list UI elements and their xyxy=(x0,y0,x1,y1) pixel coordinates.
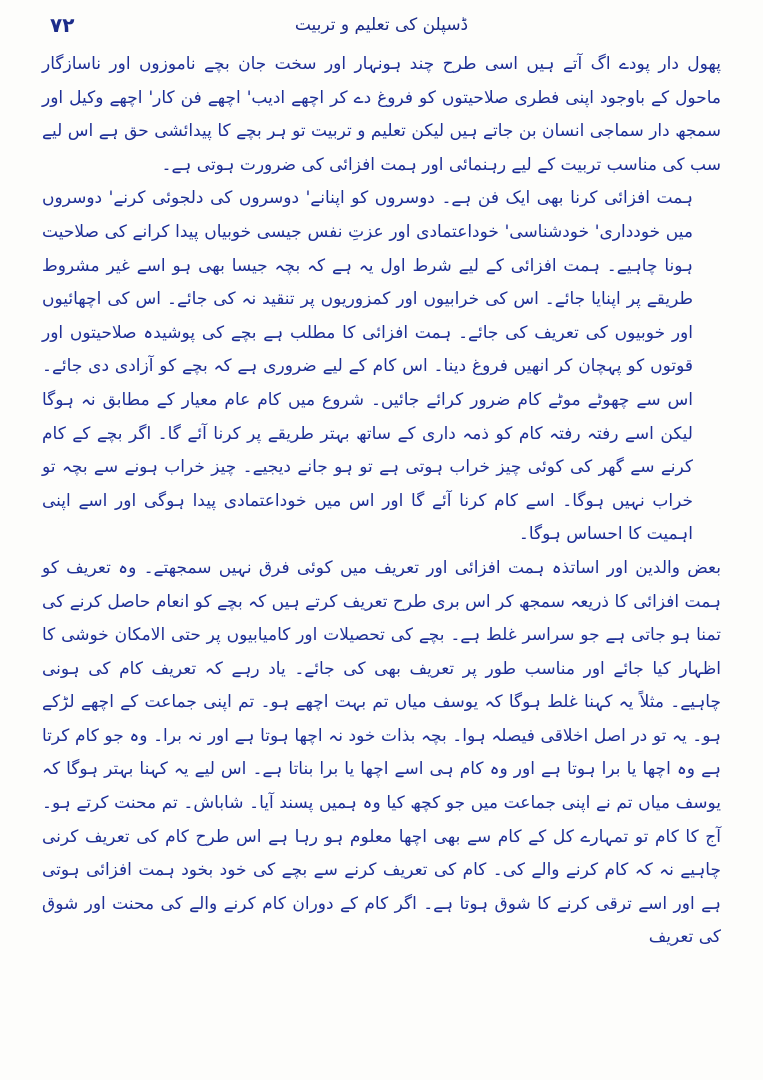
paragraph-3: بعض والدین اور اساتذہ ہمت افزائی اور تعریف میں کوئی فرق نہیں سمجھتے۔ وہ تعریف کو ہمت افزائی کا ذریعہ سمجھ کر اس بری طرح تعریف کرتے ہیں کہ بچے کو انعام حاصل کرنے کی تمنا ہو جاتی ہے جو سراسر غلط ہے۔ بچے کی تحصیلات اور کامیابیوں پر حتی الامکان خوشی کا اظہار کیا جائے اور مناسب طور پر تعریف بھی کی جائے۔ یاد رہے کہ تعریف کام کی ہونی چاہیے۔ مثلاً یہ کہنا غلط ہوگا کہ یوسف میاں تم بہت اچھے ہو۔ تم اپنی جماعت کے اچھے لڑکے ہو۔ یہ تو در اصل اخلاقی فیصلہ ہوا۔ بچہ بذات خود نہ اچھا ہوتا ہے اور نہ برا۔ وہ جو کام کرتا ہے وہ اچھا یا برا ہوتا ہے اور وہ کام ہی اسے اچھا یا برا بناتا ہے۔ اس لیے یہ کہنا بہتر ہوگا کہ یوسف میاں تم نے اپنی جماعت میں جو کچھ کیا وہ ہمیں پسند آیا۔ شاباش۔ تم محنت کرتے ہو۔ آج کا کام تو تمہارے کل کے کام سے بھی اچھا معلوم ہو رہا ہے اس طرح کام کی تعریف کرنی چاہیے نہ کہ کام کرنے والے کی۔ کام کی تعریف کرنے سے بچے کی خود بخود ہمت افزائی ہوتی ہے اور اسے ترقی کرنے کا شوق ہوتا ہے۔ اگر کام کے دوران کام کرنے والے کی محنت اور شوق کی تعریف xyxy=(42,557,721,948)
paragraph-1: پھول دار پودے اگ آتے ہیں اسی طرح چند ہونہار اور سخت جان بچے ناموزوں اور ناسازگار ماحول کے باوجود اپنی فطری صلاحیتوں کو فروغ دے کر اچھے ادیب' اچھے فن کار' اچھے وکیل اور سمجھ دار سماجی انسان بن جاتے ہیں لیکن تعلیم و تربیت تو ہر بچے کا پیدائشی حق ہے اس لیے سب کی مناسب تربیت کے لیے رہنمائی اور ہمت افزائی کی ضرورت ہوتی ہے۔ xyxy=(42,54,721,175)
page-header xyxy=(50,8,713,42)
paragraph-2: ہمت افزائی کرنا بھی ایک فن ہے۔ دوسروں کو اپنانے' دوسروں کی دلجوئی کرنے' دوسروں میں خودداری' خودشناسی' خوداعتمادی اور عزتِ نفس جیسی خوبیاں پیدا کرانے کی صلاحیت ہونا چاہیے۔ ہمت افزائی کے لیے شرط اول یہ ہے کہ بچہ جیسا بھی ہو اسے غیر مشروط طریقے پر اپنایا جائے۔ اس کی خرابیوں اور کمزوریوں پر تنقید نہ کی جائے۔ اس کی اچھائیوں اور خوبیوں کی تعریف کی جائے۔ ہمت افزائی کا مطلب ہے بچے کی پوشیدہ صلاحیتوں اور قوتوں کو پہچان کر انھیں فروغ دینا۔ اس کام کے لیے ضروری ہے کہ بچے کو آزادی دی جائے۔ اس سے چھوٹے موٹے کام ضرور کرائے جائیں۔ شروع میں کام عام معیار کے مطابق نہ ہوگا لیکن اسے رفتہ رفتہ کام کو ذمہ داری کے ساتھ بہتر طریقے پر کرنا آئے گا۔ اگر بچے کے کام کرنے سے گھر کی کوئی چیز خراب ہوتی ہے تو ہو جانے دیجیے۔ چیز خراب ہونے سے بچہ تو خراب نہیں ہوگا۔ اسے کام کرنا آئے گا اور اس میں خوداعتمادی پیدا ہوگی اور اسے اپنی اہمیت کا احساس ہوگا۔ xyxy=(42,188,693,545)
running-title: ڈسپلن کی تعلیم و تربیت xyxy=(294,15,469,35)
page-number: ۷۲ xyxy=(50,13,75,37)
body-text xyxy=(42,48,721,955)
